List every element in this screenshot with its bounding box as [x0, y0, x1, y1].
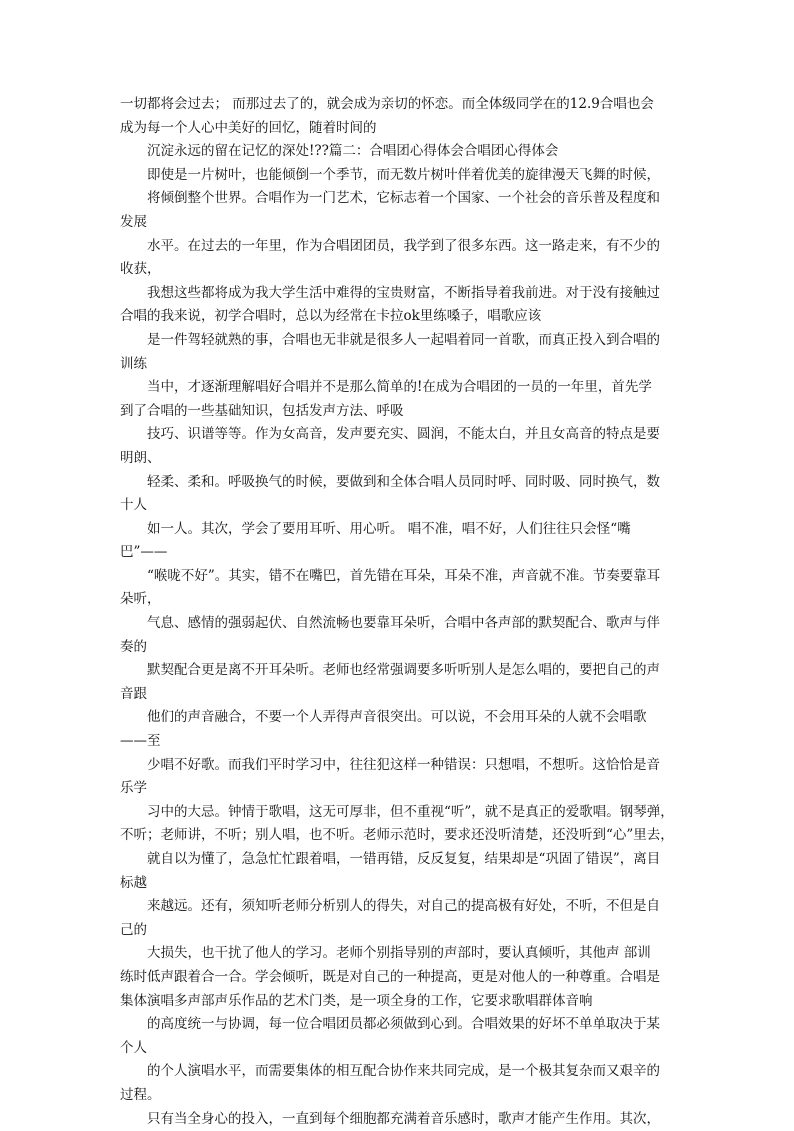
text-line: 沉淀永远的留在记忆的深处!??篇二：合唱团心得体会合唱团心得体会: [147, 143, 559, 160]
text-line: 轻柔、柔和。呼吸换气的时候，要做到和全体合唱人员同时呼、同时吸、同时换气，数: [147, 473, 660, 490]
text-line: 如一人。其次，学会了要用耳听、用心听。 唱不准，唱不好，人们往往只会怪“嘴: [147, 520, 631, 537]
document-body: [120, 93, 680, 1131]
text-line: 水平。在过去的一年里，作为合唱团团员，我学到了很多东西。这一路走来，有不少的: [147, 237, 660, 254]
text-line: 集体演唱多声部声乐作品的艺术门类，是一项全身的工作，它要求歌唱群体音响: [120, 992, 593, 1009]
text-line: 个人: [120, 1039, 147, 1056]
text-line: 不听；老师讲，不听；别人唱，也不听。老师示范时，要求还没听清楚，还没听到“心”里去，: [120, 827, 674, 844]
text-line: 来越远。还有，须知听老师分析别人的得失，对自己的提高极有好处，不听，不但是自: [147, 898, 660, 915]
text-line: 训练: [120, 355, 147, 372]
text-line: 只有当全身心的投入，一直到每个细胞都充满着音乐感时，歌声才能产生作用。其次，: [147, 1110, 660, 1127]
text-line: 巴”——: [120, 544, 168, 561]
text-line: 十人: [120, 497, 147, 514]
text-line: 朵听，: [120, 591, 161, 608]
text-line: 是一件驾轻就熟的事，合唱也无非就是很多人一起唱着同一首歌，而真正投入到合唱的: [147, 331, 660, 348]
text-line: 少唱不好歌。而我们平时学习中，往往犯这样一种错误：只想唱，不想听。这恰恰是音: [147, 756, 660, 773]
text-line: 过程。: [120, 1086, 161, 1103]
text-line: 他们的声音融合，不要一个人弄得声音很突出。可以说，不会用耳朵的人就不会唱歌: [147, 709, 647, 726]
text-line: 奏的: [120, 638, 147, 655]
text-line: 技巧、识谱等等。作为女高音，发声要充实、圆润，不能太白，并且女高音的特点是要: [147, 426, 660, 443]
text-line: ——至: [120, 733, 161, 750]
text-line: 气息、感情的强弱起伏、自然流畅也要靠耳朵听，合唱中各声部的默契配合、歌声与伴: [147, 615, 660, 632]
text-line: 将倾倒整个世界。合唱作为一门艺术，它标志着一个国家、一个社会的音乐普及程度和: [147, 190, 660, 207]
text-line: 当中，才逐渐理解唱好合唱并不是那么简单的!在成为合唱团的一员的一年里，首先学: [147, 379, 652, 396]
text-line: 到了合唱的一些基础知识，包括发声方法、呼吸: [120, 402, 404, 419]
text-line: “喉咙不好”。其实，错不在嘴巴，首先错在耳朵，耳朵不准，声音就不准。节奏要靠耳: [147, 567, 661, 584]
text-line: 练时低声跟着合一合。学会倾听，既是对自己的一种提高，更是对他人的一种尊重。合唱是: [120, 968, 660, 985]
text-line: 的个人演唱水平，而需要集体的相互配合协作来共同完成，是一个极其复杂而又艰辛的: [147, 1063, 660, 1080]
text-line: 就自以为懂了，急急忙忙跟着唱，一错再错，反反复复，结果却是“巩固了错误”，离目: [147, 851, 661, 867]
text-line: 的高度统一与协调，每一位合唱团员都必须做到心到。合唱效果的好坏不单单取决于某: [147, 1016, 660, 1033]
text-line: 习中的大忌。钟情于歌唱，这无可厚非，但不重视“听”，就不是真正的爱歌唱。钢琴弹，: [147, 803, 674, 820]
text-line: 发展: [120, 213, 147, 230]
text-line: 合唱的我来说，初学合唱时，总以为经常在卡拉ok里练嗓子，唱歌应该: [120, 308, 542, 325]
text-line: 一切都将会过去； 而那过去了的，就会成为亲切的怀恋。而全体级同学在的12.9合唱也会: [120, 96, 654, 112]
text-line: 音跟: [120, 685, 147, 702]
text-line: 标越: [120, 874, 147, 891]
text-line: 己的: [120, 921, 147, 938]
text-line: 默契配合更是离不开耳朵听。老师也经常强调要多听听别人是怎么唱的，要把自己的声: [147, 662, 660, 679]
text-line: 明朗、: [120, 449, 161, 466]
text-line: 大损失，也干扰了他人的学习。老师个别指导别的声部时，要认真倾听，其他声 部训: [147, 945, 651, 962]
text-line: 乐学: [120, 780, 147, 797]
text-line: 收获，: [120, 261, 161, 278]
text-line: 我想这些都将成为我大学生活中难得的宝贵财富，不断指导着我前进。对于没有接触过: [147, 284, 660, 301]
text-line: 成为每一个人心中美好的回忆，随着时间的: [120, 119, 377, 136]
text-line: 即使是一片树叶，也能倾倒一个季节，而无数片树叶伴着优美的旋律漫天飞舞的时候，: [147, 166, 660, 183]
